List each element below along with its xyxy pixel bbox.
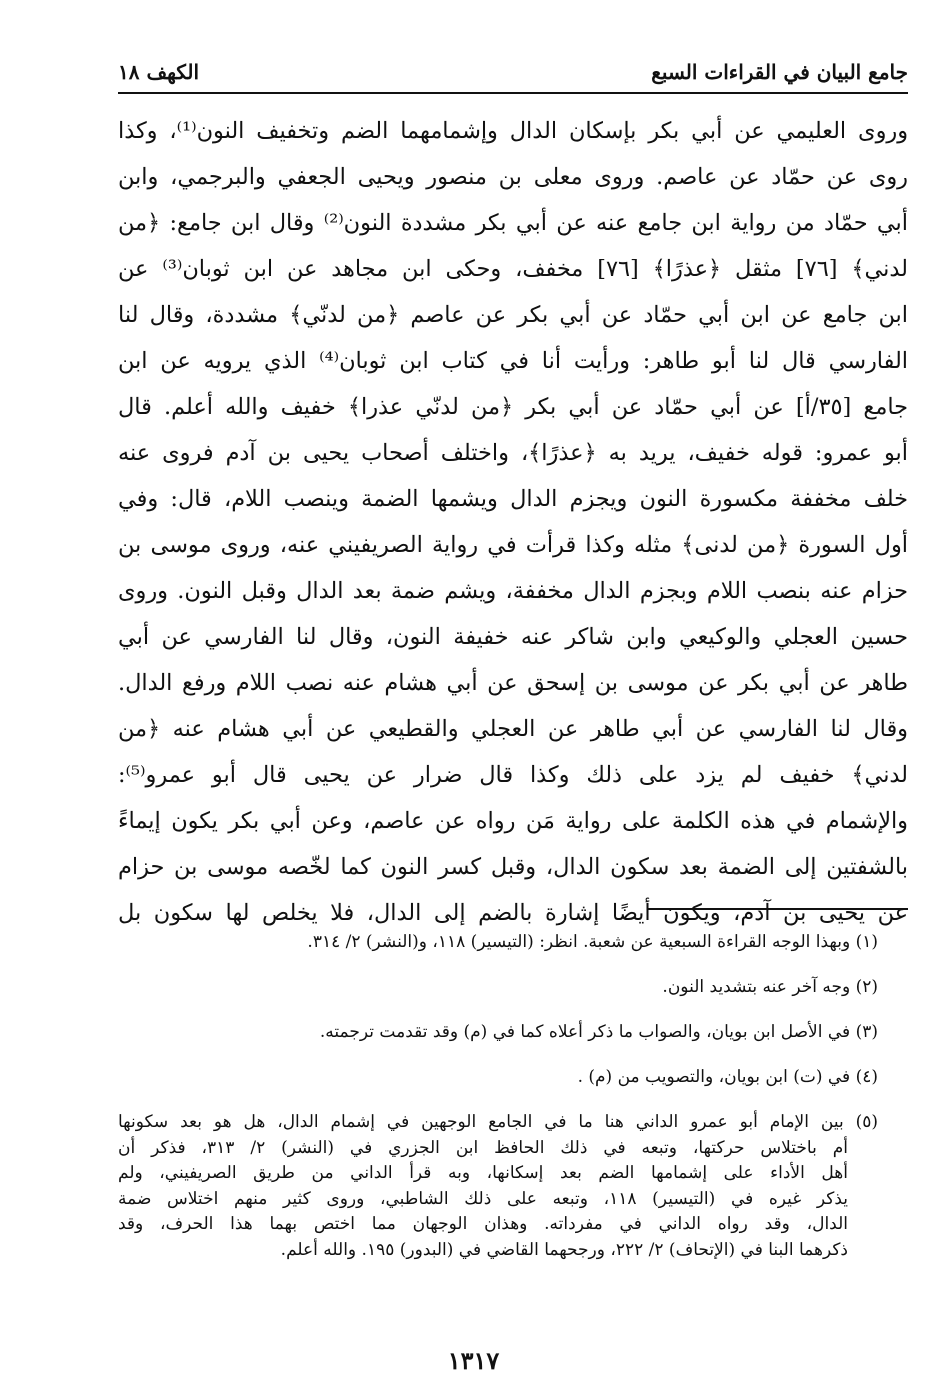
footnote-5-line: أم باختلاس حركتها، وتبعه في ذلك الحافظ ابن الجزري في (النشر) ٢/ ٣١٣، فذكر أن (118, 1137, 848, 1158)
footnote-5 (118, 1110, 878, 1263)
text-line: روى عن حمّاد عن عاصم. وروى معلى بن منصور ويحيى الجعفي والبرجمي، وابن (118, 164, 908, 190)
running-header (118, 58, 908, 94)
footnote-2: (٢) وجه آخر عنه بتشديد النون. (662, 977, 878, 997)
text-line: لدني﴾ خفيف لم يزد على ذلك وكذا قال ضرار عن يحيى قال أبو عمرو⁽⁵⁾: (118, 762, 908, 788)
text-line: لدني﴾ [٧٦] مثقل ﴿عذرًا﴾ [٧٦] مخفف، وحكى ابن مجاهد عن ابن ثوبان⁽³⁾ عن (118, 256, 908, 282)
text-line: حزام عنه بنصب اللام وبجزم الدال مخففة، ويشم ضمة بعد الدال وقبل النون. وروى (118, 578, 908, 604)
main-text (118, 108, 908, 936)
footnote-5-line: يذكر غيره في (التيسير) ١١٨، وتبعه على ذلك الشاطبي، وروى كثير منهم اختلاس ضمة (118, 1188, 848, 1209)
footnote-4: (٤) في (ت) ابن بويان، والتصويب من (م) . (577, 1067, 878, 1087)
page-number: ١٣١٧ (447, 1346, 500, 1375)
footnotes (118, 930, 878, 1263)
footnote-1: (١) وبهذا الوجه القراءة السبعية عن شعبة. انظر: (التيسير) ١١٨، و(النشر) ٢/ ٣١٤. (307, 932, 878, 952)
footnote-5-line: (٥) بين الإمام أبو عمرو الداني هنا ما في الجامع الوجهين في إشمام الدال، هل هو بعد سكونها (118, 1112, 878, 1132)
footnote-5-line: الدال، وقد رواه الداني في مفرداته. وهذان الوجهان مما اختص بهما هذا الحرف، وقد (118, 1214, 848, 1234)
footnote-5-line: ذكرهما البنا في (الإتحاف) ٢/ ٢٢٢، ورجحهما القاضي في (البدور) ١٩٥. والله أعلم. (280, 1239, 848, 1260)
text-line: أبو عمرو: قوله خفيف، يريد به ﴿عذرًا﴾، واختلف أصحاب يحيى بن آدم فروى عنه (118, 440, 908, 466)
text-line: خلف مخففة مكسورة النون ويجزم الدال ويشمها الضمة وينصب اللام، قال: وفي (118, 486, 908, 512)
text-line: ابن جامع عن ابن أبي حمّاد عن أبي بكر عن عاصم ﴿من لدنّي﴾ مشددة، وقال لنا (118, 302, 908, 328)
text-line: حسين العجلي والوكيعي وابن شاكر عنه خفيفة النون، وقال لنا الفارسي عن أبي (118, 624, 908, 650)
book-title: جامع البيان في القراءات السبع (651, 60, 908, 84)
text-line: جامع [٣٥/أ] عن أبي حمّاد عن أبي بكر ﴿من لدنّي عذرا﴾ خفيف والله أعلم. قال (118, 394, 908, 420)
text-line: بالشفتين إلى الضمة بعد سكون الدال، وقبل كسر النون كما لخّصه موسى بن حزام (118, 854, 908, 880)
text-line: أول السورة ﴿من لدنى﴾ مثله وكذا قرأت في رواية الصريفيني عنه، وروى موسى بن (118, 532, 908, 558)
text-line: الفارسي قال لنا أبو طاهر: ورأيت أنا في كتاب ابن ثوبان⁽⁴⁾ الذي يرويه عن ابن (118, 348, 908, 374)
text-line: وروى العليمي عن أبي بكر بإسكان الدال وإشمامهما الضم وتخفيف النون⁽¹⁾، وكذا (118, 118, 908, 144)
text-line: عن يحيى بن آدم، ويكون أيضًا إشارة بالضم إلى الدال، فلا يخلص لها سكون بل (118, 900, 908, 926)
surah-page-label: الكهف ١٨ (118, 60, 200, 84)
text-line: طاهر عن أبي بكر عن موسى بن إسحق عن أبي هشام عنه نصب اللام ورفع الدال. (118, 670, 908, 696)
text-line: والإشمام في هذه الكلمة على رواية مَن رواه عن عاصم، وعن أبي بكر يكون إيماءً (118, 808, 908, 834)
text-line: أبي حمّاد من رواية ابن جامع عنه عن أبي بكر مشددة النون⁽²⁾ وقال ابن جامع: ﴿من (118, 210, 908, 236)
text-line: وقال لنا الفارسي عن أبي طاهر عن العجلي والقطيعي عن أبي هشام عنه ﴿من (118, 716, 908, 742)
footnote-3: (٣) في الأصل ابن بويان، والصواب ما ذكر أعلاه كما في (م) وقد تقدمت ترجمته. (319, 1022, 878, 1042)
footnote-5-line: أهل الأداء على إشمامها الضم بعد إسكانها، وبه قرأ الداني من طريق الصريفيني، ولم (118, 1163, 848, 1183)
footnote-divider (648, 908, 908, 910)
